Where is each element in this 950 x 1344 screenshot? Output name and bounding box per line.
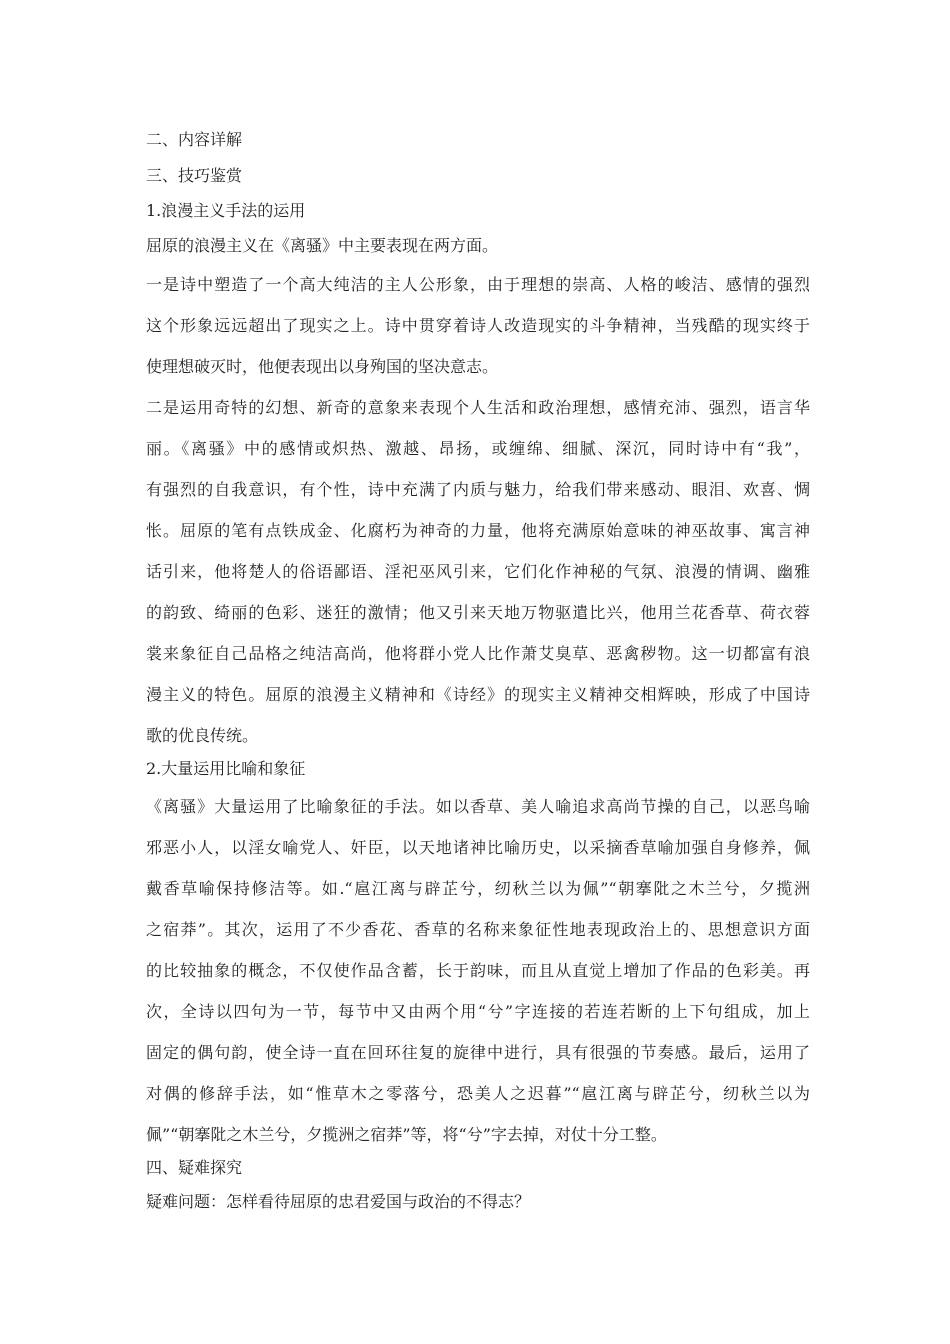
- text-line: 对偶的修辞手法，如“惟草木之零落兮，恐美人之迟暮”“扈江离与辟芷兮，纫秋兰以为: [146, 1084, 810, 1103]
- text-line: 佩”“朝搴阰之木兰兮，夕揽洲之宿莽”等，将“兮”字去掉，对仗十分工整。: [146, 1125, 667, 1144]
- text-line: 怅。屈原的笔有点铁成金、化腐朽为神奇的力量，他将充满原始意味的神巫故事、寓言神: [146, 521, 810, 540]
- text-line: 裳来象征自己品格之纯洁高尚，他将群小党人比作萧艾臭草、恶禽秽物。这一切都富有浪: [146, 644, 810, 663]
- text-line: 歌的优良传统。: [146, 726, 259, 745]
- romanticism-intro: 屈原的浪漫主义在《离骚》中主要表现在两方面。: [146, 236, 499, 255]
- paragraph-romanticism-two: [146, 387, 810, 756]
- text-line: 次，全诗以四句为一节，每节中又由两个用“兮”字连接的若连若断的上下句组成，加上: [146, 1002, 810, 1021]
- text-line: 的韵致、绮丽的色彩、迷狂的激情；他又引来天地万物驱遣比兴，他用兰花香草、荷衣蓉: [146, 603, 810, 622]
- text-line: 话引来，他将楚人的俗语鄙语、淫祀巫风引来，它们化作神秘的气氛、浪漫的情调、幽雅: [146, 562, 810, 581]
- text-line: 戴香草喻保持修洁等。如.“扈江离与辟芷兮，纫秋兰以为佩”“朝搴阰之木兰兮，夕揽洲: [146, 879, 810, 898]
- text-line: 使理想破灭时，他便表现出以身殉国的坚决意志。: [146, 357, 499, 376]
- text-line: 《离骚》大量运用了比喻象征的手法。如以香草、美人喻追求高尚节操的自己，以恶鸟喻: [146, 797, 810, 816]
- text-line: 之宿莽”。其次，运用了不少香花、香草的名称来象征性地表现政治上的、思想意识方面: [146, 920, 810, 939]
- section-heading-content-detail: 二、内容详解: [146, 130, 243, 149]
- section-heading-difficulty: 四、疑难探究: [146, 1158, 243, 1177]
- text-line: 有强烈的自我意识，有个性，诗中充满了内质与魅力，给我们带来感动、眼泪、欢喜、惆: [146, 480, 810, 499]
- text-line: 丽。《离骚》中的感情或炽热、激越、昂扬，或缠绵、细腻、深沉，同时诗中有“我”，: [146, 439, 810, 458]
- text-line: 固定的偶句韵，使全诗一直在回环往复的旋律中进行，具有很强的节奏感。最后，运用了: [146, 1043, 810, 1062]
- text-line: 这个形象远远超出了现实之上。诗中贯穿着诗人改造现实的斗争精神，当残酷的现实终于: [146, 316, 810, 335]
- paragraph-romanticism-one: [146, 264, 810, 387]
- text-line: 漫主义的特色。屈原的浪漫主义精神和《诗经》的现实主义精神交相辉映，形成了中国诗: [146, 685, 810, 704]
- text-line: 一是诗中塑造了一个高大纯洁的主人公形象，由于理想的崇高、人格的峻洁、感情的强烈: [146, 275, 810, 294]
- subheading-romanticism: 1.浪漫主义手法的运用: [146, 201, 306, 220]
- subheading-metaphor: 2.大量运用比喻和象征: [146, 759, 306, 778]
- difficulty-question: 疑难问题：怎样看待屈原的忠君爱国与政治的不得志？: [146, 1192, 531, 1211]
- document-page: [146, 124, 810, 1217]
- paragraph-metaphor: [146, 786, 810, 1155]
- text-line: 邪恶小人，以淫女喻党人、奸臣，以天地诸神比喻历史，以采摘香草喻加强自身修养，佩: [146, 838, 810, 857]
- text-line: 二是运用奇特的幻想、新奇的意象来表现个人生活和政治理想，感情充沛、强烈，语言华: [146, 398, 810, 417]
- text-line: 的比较抽象的概念，不仅使作品含蓄，长于韵味，而且从直觉上增加了作品的色彩美。再: [146, 961, 810, 980]
- section-heading-technique: 三、技巧鉴赏: [146, 166, 243, 185]
